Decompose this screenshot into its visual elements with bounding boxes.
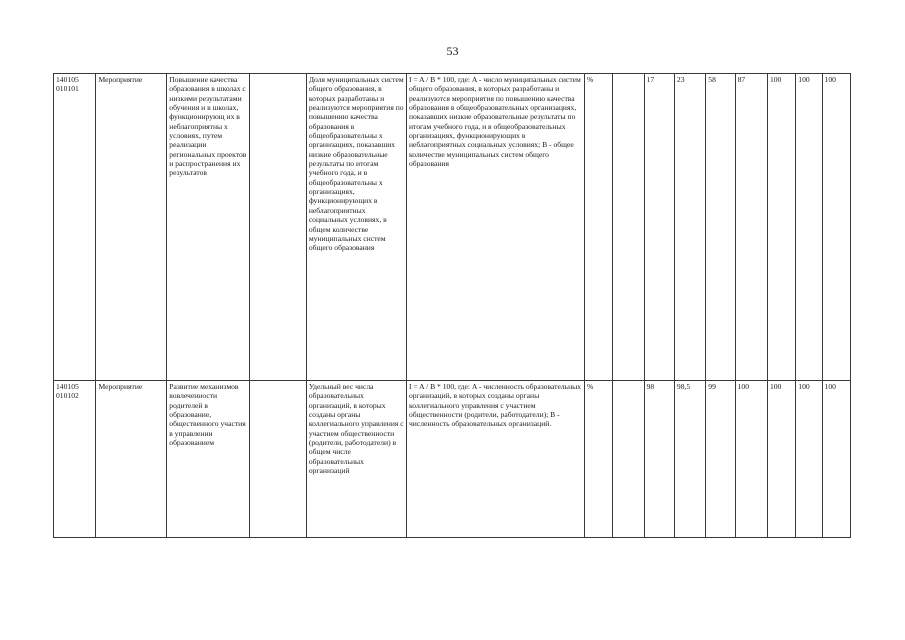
- row-formula: I = A / B * 100, где: A - число муниципальных систем общего образования, в которых разработаны и реализуются мероприятия по повышению качества образования в общеобразовательных организациях, показавших низкие образовательные результаты по итогам учебного года, и в общеобразовательных организациях, функционирующих в неблагоприятных социальных условиях; B - общее количестве муниципальных систем общего образования: [406, 74, 584, 381]
- row-value: 100: [767, 74, 795, 381]
- row-type: Мероприятие: [96, 381, 167, 538]
- row-value: 99: [706, 381, 735, 538]
- table-row: [54, 74, 851, 381]
- row-type: Мероприятие: [96, 74, 167, 381]
- row-base-value: [613, 74, 644, 381]
- row-value: 100: [822, 381, 850, 538]
- row-code: 140105 010101: [54, 74, 96, 381]
- row-name: Повышение качества образования в школах с низкими результатами обучения и в школах, функционирующ их в неблагоприятны х условиях, путем реализации региональных проектов и распространения их результатов: [167, 74, 250, 381]
- row-value: 58: [706, 74, 735, 381]
- row-value: 98,5: [674, 381, 705, 538]
- row-unit: %: [584, 74, 612, 381]
- row-value: 98: [644, 381, 674, 538]
- row-unit: %: [584, 381, 612, 538]
- row-value: 23: [674, 74, 705, 381]
- row-value: 100: [822, 74, 850, 381]
- row-base-value: [613, 381, 644, 538]
- table-row: [54, 381, 851, 538]
- row-name: Развитие механизмов вовлеченности родителей в образование, общественного участия в управлении образованием: [167, 381, 250, 538]
- row-value: 100: [735, 381, 767, 538]
- row-value: 87: [735, 74, 767, 381]
- row-code: 140105 010102: [54, 381, 96, 538]
- row-value: 17: [644, 74, 674, 381]
- row-value: 100: [767, 381, 795, 538]
- row-formula: I = A / B * 100, где: A - численность образовательных организаций, в которых созданы органы коллегиального управления с участием общественности (родители, работодатели); B - численность образовательных организаций.: [406, 381, 584, 538]
- row-indicator: Удельный вес числа образовательных организаций, в которых созданы органы коллегиального управления с участием общественности (родители, работодатели) в общем числе образовательных организаций: [306, 381, 406, 538]
- indicators-table: [53, 73, 851, 538]
- row-indicator: Доля муниципальных систем общего образования, в которых разработаны и реализуются мероприятия по повышению качества образования в общеобразовательны х организациях, показавших низкие образовательные результаты по итогам учебного года, и в общеобразовательны х организациях, функционирующих в неблагоприятных социальных условиях, в общем количестве муниципальных систем общего образования: [306, 74, 406, 381]
- page-number: 53: [446, 44, 459, 58]
- row-value: 100: [796, 381, 822, 538]
- row-empty-cell: [250, 74, 307, 381]
- row-value: 100: [796, 74, 822, 381]
- row-empty-cell: [250, 381, 307, 538]
